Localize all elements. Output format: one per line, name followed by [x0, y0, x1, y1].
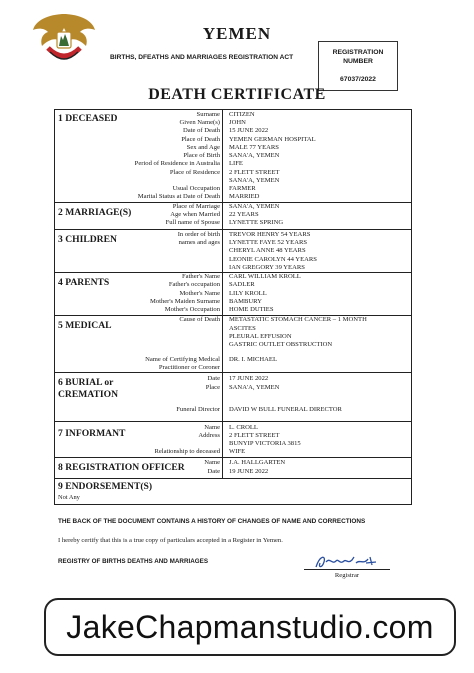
field-label: Name	[204, 459, 220, 466]
field-value: CITIZEN	[229, 111, 255, 118]
field-label: Mother's Occupation	[164, 306, 220, 313]
country-heading: YEMEN	[202, 24, 272, 43]
field-value: SANA'A, YEMEN	[229, 203, 280, 210]
field-value: JOHN	[229, 119, 246, 126]
field-value: MALE 77 YEARS	[229, 144, 279, 151]
certificate-title: DEATH CERTIFICATE	[148, 86, 326, 103]
field-label: Place	[205, 384, 220, 391]
field-value: 2 FLETT STREET	[229, 432, 280, 439]
registration-number-box	[318, 41, 398, 91]
registrar-label: Registrar	[334, 572, 360, 579]
field-label: Address	[198, 432, 220, 439]
field-label: Funeral Director	[176, 406, 220, 413]
row-divider	[54, 372, 412, 373]
watermark-banner: JakeChapmanstudio.com	[44, 598, 456, 656]
field-label: Date	[207, 468, 220, 475]
field-value: MARRIED	[229, 193, 260, 200]
field-value: 22 YEARS	[229, 211, 259, 218]
field-value: J.A. HALLGARTEN	[229, 459, 286, 466]
field-label: Usual Occupation	[172, 185, 220, 192]
registration-act: BIRTHS, DFEATHS AND MARRIAGES REGISTRATION ACT	[110, 54, 294, 61]
child-entry: IAN GREGORY 39 YEARS	[229, 264, 305, 271]
field-label: Place of Death	[181, 136, 220, 143]
field-value: 2 FLETT STREET	[229, 169, 280, 176]
back-of-document-note: THE BACK OF THE DOCUMENT CONTAINS A HISTORY OF CHANGES OF NAME AND CORRECTIONS	[58, 518, 366, 525]
field-value: CARL WILLIAM KROLL	[229, 273, 301, 280]
field-label: Marital Status at Date of Death	[137, 193, 220, 200]
field-label: Date	[207, 375, 220, 382]
child-entry: LEONIE CAROLYN 44 YEARS	[229, 256, 317, 263]
registration-label: REGISTRATION	[332, 49, 384, 56]
certifying-practitioner: DR. I. MICHAEL	[229, 356, 277, 363]
cause-of-death: METASTATIC STOMACH CANCER – 1 MONTH	[229, 316, 367, 323]
field-value: LIFE	[229, 160, 243, 167]
field-label: Practitioner or Coroner	[158, 364, 220, 371]
field-label: Place of Marriage	[172, 203, 220, 210]
field-label: Place of Birth	[183, 152, 220, 159]
field-value: 19 JUNE 2022	[229, 468, 269, 475]
section-marriage-heading: 2 MARRIAGE(S)	[58, 207, 132, 218]
section-children-heading: 3 CHILDREN	[58, 234, 117, 245]
field-value: L. CROLL	[229, 424, 258, 431]
field-value: SANA'A, YEMEN	[229, 152, 280, 159]
field-value: BUNYIP VICTORIA 3815	[229, 440, 301, 447]
row-divider	[54, 229, 412, 230]
field-label: Place of Residence	[169, 169, 220, 176]
registration-number: 67037/2022	[340, 76, 376, 83]
signature-line	[304, 569, 390, 570]
section-medical-heading: 5 MEDICAL	[58, 320, 112, 331]
field-value: SADLER	[229, 281, 255, 288]
child-entry: CHERYL ANNE 48 YEARS	[229, 247, 306, 254]
endorsements-value: Not Any	[58, 494, 80, 501]
field-value: BAMBURY	[229, 298, 262, 305]
section-burial-heading: 6 BURIAL or	[58, 377, 114, 388]
section-parents-heading: 4 PARENTS	[58, 277, 110, 288]
field-label: Father's Name	[182, 273, 220, 280]
section-informant-heading: 7 INFORMANT	[58, 428, 126, 439]
field-value: LYNETTE SPRING	[229, 219, 284, 226]
field-label: Period of Residence in Australia	[134, 160, 220, 167]
section-cremation-heading: CREMATION	[58, 389, 119, 400]
field-value: WIFE	[229, 448, 246, 455]
field-label: Mother's Maiden Surname	[149, 298, 220, 305]
field-value: 17 JUNE 2022	[229, 375, 269, 382]
field-label: Name of Certifying Medical	[145, 356, 220, 363]
field-label: Mother's Name	[179, 290, 220, 297]
field-value: YEMEN GERMAN HOSPITAL	[229, 136, 316, 143]
field-label: names and ages	[178, 239, 220, 246]
row-divider	[54, 478, 412, 479]
field-label: Given Name(s)	[179, 119, 220, 126]
field-label: In order of birth	[177, 231, 220, 238]
field-label: Full name of Spouse	[165, 219, 220, 226]
child-entry: LYNETTE FAYE 52 YEARS	[229, 239, 308, 246]
row-divider	[54, 457, 412, 458]
field-value: FARMER	[229, 185, 256, 192]
registry-name: REGISTRY OF BIRTHS DEATHS AND MARRIAGES	[58, 558, 209, 565]
column-divider	[222, 109, 223, 478]
cause-of-death: PLEURAL EFFUSION	[229, 333, 292, 340]
field-label: Cause of Death	[179, 316, 220, 323]
field-label: Relationship to deceased	[154, 448, 220, 455]
field-label: Father's occupation	[168, 281, 220, 288]
field-label: Date of Death	[183, 127, 220, 134]
field-label: Age when Married	[170, 211, 220, 218]
field-value: 15 JUNE 2022	[229, 127, 269, 134]
row-divider	[54, 421, 412, 422]
funeral-director: DAVID W BULL FUNERAL DIRECTOR	[229, 406, 342, 413]
field-label: Surname	[196, 111, 220, 118]
field-value: LILY KROLL	[229, 290, 267, 297]
field-value: SANA'A, YEMEN	[229, 384, 280, 391]
field-label: Sex and Age	[186, 144, 220, 151]
child-entry: TREVOR HENRY 54 YEARS	[229, 231, 311, 238]
section-officer-heading: 8 REGISTRATION OFFICER	[58, 462, 185, 473]
certification-statement: I hereby certify that this is a true copy of particulars accepted in a Register in Yemen.	[58, 537, 283, 544]
field-value: SANA'A, YEMEN	[229, 177, 280, 184]
field-value: HOME DUTIES	[229, 306, 274, 313]
number-label: NUMBER	[343, 58, 373, 65]
section-endorsements-heading: 9 ENDORSEMENT(S)	[58, 481, 153, 492]
field-label: Name	[204, 424, 220, 431]
section-deceased-heading: 1 DECEASED	[58, 113, 118, 124]
cause-of-death: ASCITES	[229, 325, 256, 332]
cause-of-death: GASTRIC OUTLET OBSTRUCTION	[229, 341, 333, 348]
